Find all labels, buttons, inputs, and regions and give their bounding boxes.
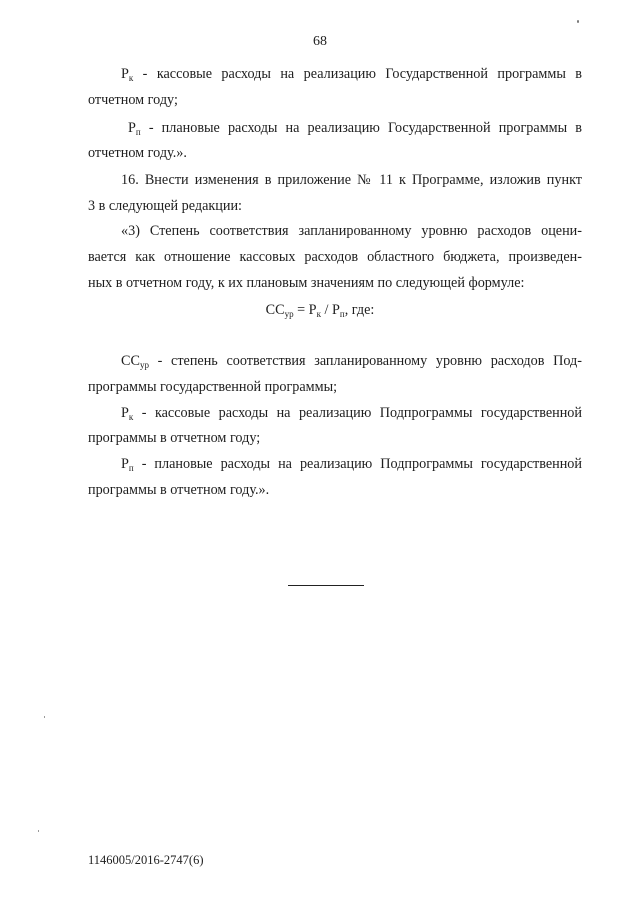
item-16-line-2: 3 в следующей редакции: <box>88 198 242 214</box>
definition-text: - кассовые расходы на реализацию Государственной программы в <box>133 66 582 82</box>
document-code: 1146005/2016-2747(6) <box>88 853 204 867</box>
scan-speck <box>38 830 39 832</box>
subscript-k: к <box>128 412 134 422</box>
subscript-p: п <box>135 127 141 137</box>
formula-denominator-sub: п <box>339 309 345 319</box>
formula-div: / Р <box>320 302 340 318</box>
item-16-line-1: 16. Внести изменения в приложение № 11 к Программе, изложив пункт <box>121 172 582 188</box>
paragraph-rp-program-line-2: отчетном году.». <box>88 145 187 161</box>
formula-eq: = Р <box>293 302 317 318</box>
scan-speck <box>577 20 579 23</box>
item-3-line-3: ных в отчетном году, к их плановым значениям по следующей формуле: <box>88 275 525 291</box>
formula-tail: , где: <box>344 302 375 318</box>
symbol-r: Р <box>128 120 136 136</box>
definition-text: - степень соответствия запланированному уровню расходов Под- <box>148 353 582 369</box>
paragraph-rp-program-line-1 <box>128 119 582 137</box>
formula-numerator-sub: к <box>316 309 321 319</box>
formula-lhs-sub: ур <box>284 309 294 319</box>
page-number: 68 <box>313 34 327 49</box>
paragraph-rk-program-line-2: отчетном году; <box>88 92 178 108</box>
item-3-line-2: вается как отношение кассовых расходов областного бюджета, произведен- <box>88 249 582 265</box>
closing-divider <box>288 585 364 586</box>
subscript-yp: ур <box>139 360 149 370</box>
definition-text: - кассовые расходы на реализацию Подпрограммы государственной <box>133 405 582 421</box>
symbol-cc: СС <box>121 353 140 369</box>
paragraph-ccyp-line-2: программы государственной программы; <box>88 379 338 395</box>
paragraph-rk-subprogram-line-1 <box>121 404 582 422</box>
paragraph-rk-subprogram-line-2: программы в отчетном году; <box>88 430 261 446</box>
paragraph-ccyp-line-1 <box>121 352 582 370</box>
formula-lhs: СС <box>265 302 285 318</box>
symbol-r: Р <box>121 456 129 472</box>
definition-text: - плановые расходы на реализацию Государственной программы в <box>140 120 582 136</box>
subscript-k: к <box>128 73 134 83</box>
definition-text: - плановые расходы на реализацию Подпрограммы государственной <box>133 456 582 472</box>
paragraph-rp-subprogram-line-2: программы в отчетном году.». <box>88 482 270 498</box>
symbol-r: Р <box>121 405 129 421</box>
symbol-r: Р <box>121 66 129 82</box>
paragraph-rk-program-line-1 <box>121 65 582 83</box>
formula <box>0 301 640 319</box>
paragraph-rp-subprogram-line-1 <box>121 455 582 473</box>
item-3-line-1: «3) Степень соответствия запланированному уровню расходов оцени- <box>121 223 582 239</box>
subscript-p: п <box>128 463 134 473</box>
scan-speck <box>44 716 45 718</box>
